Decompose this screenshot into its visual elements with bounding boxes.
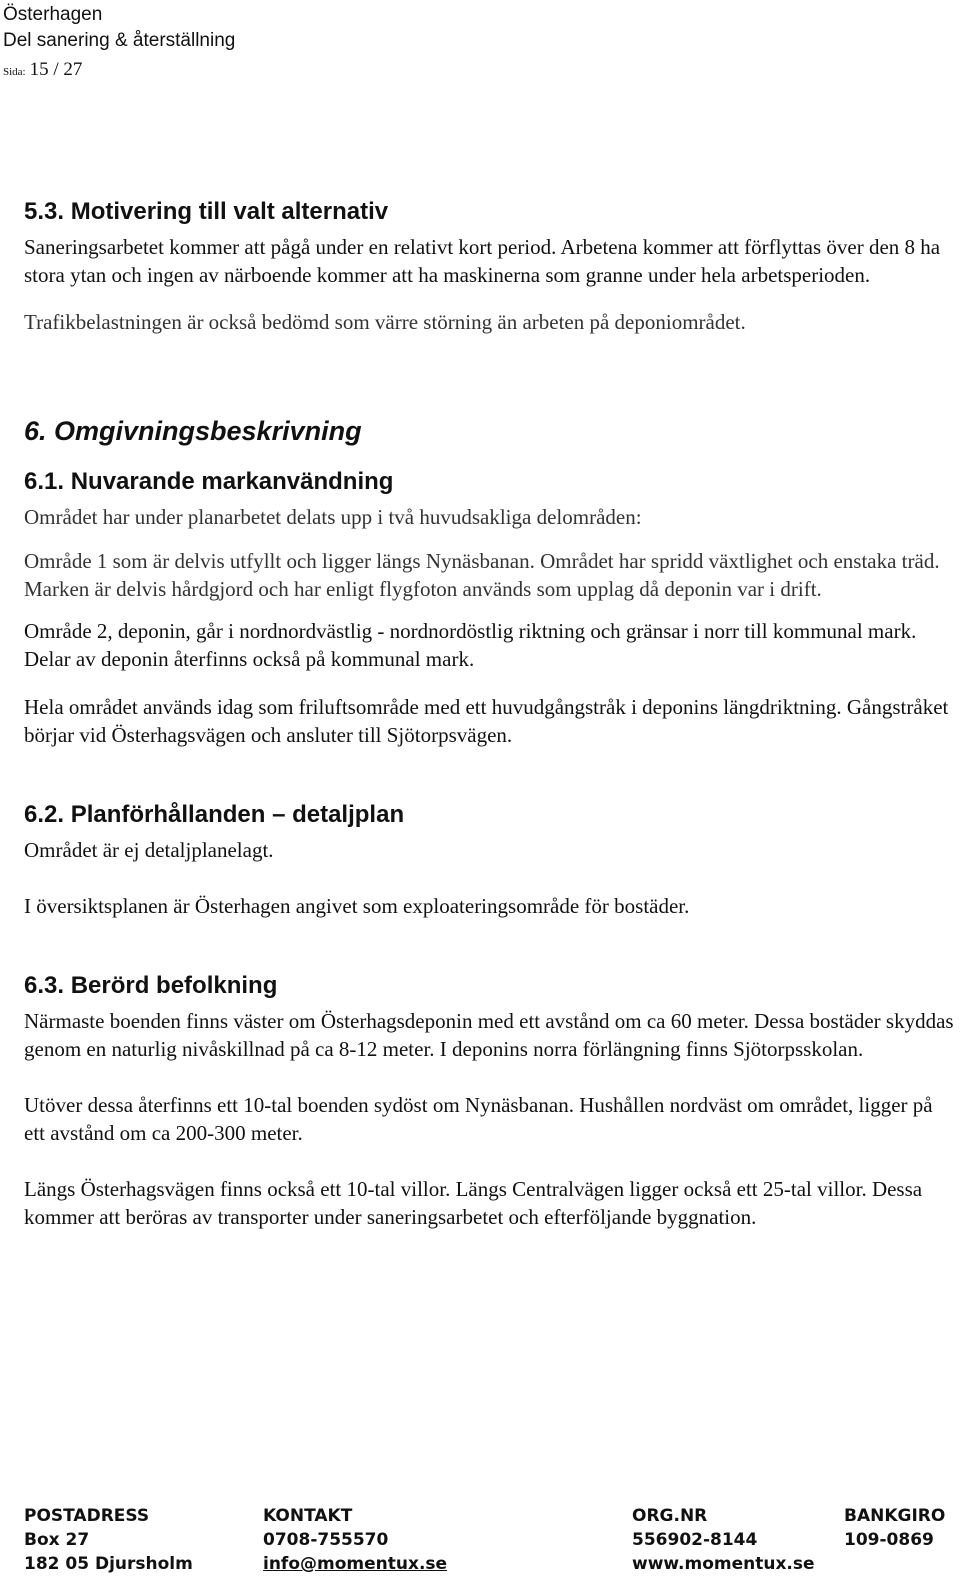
footer-email-link[interactable]: info@momentux.se xyxy=(263,1554,448,1574)
section-6-3-paragraph-1: Närmaste boenden finns väster om Österhagsdeponin med ett avstånd om ca 60 meter. Dessa bostäder skyddas genom en naturlig nivåskillnad på ca 8-12 meter. I deponins norra förlängning finns Sjötorpsskolan. xyxy=(24,1009,954,1061)
section-6-3-paragraph-3: Längs Österhagsvägen finns också ett 10-tal villor. Längs Centralvägen ligger också ett 25-tal villor. Dessa kommer att beröras av transporter under saneringsarbetet och efterföljande byggnation. xyxy=(24,1177,923,1229)
page-footer xyxy=(24,1504,954,1588)
footer-bankgiro-number: 109-0869 xyxy=(844,1530,934,1550)
footer-postadress-line2: 182 05 Djursholm xyxy=(24,1554,193,1574)
footer-kontakt-phone: 0708-755570 xyxy=(263,1530,389,1550)
footer-postadress xyxy=(24,1504,193,1576)
footer-bankgiro-label: BANKGIRO xyxy=(844,1506,946,1526)
section-6-2-paragraph-2: I översiktsplanen är Österhagen angivet som exploateringsområde för bostäder. xyxy=(24,894,690,918)
footer-postadress-line1: Box 27 xyxy=(24,1530,90,1550)
section-5-3-paragraph-1: Saneringsarbetet kommer att pågå under en relativt kort period. Arbetena kommer att förflyttas över den 8 ha stora ytan och ingen av närboende kommer att ha maskinerna som granne under hela arbetsperioden. xyxy=(24,235,941,287)
document-body xyxy=(24,196,954,1231)
section-6-3-paragraph-2: Utöver dessa återfinns ett 10-tal boenden sydöst om Nynäsbanan. Hushållen nordväst om området, ligger på ett avstånd om ca 200-300 meter. xyxy=(24,1093,933,1145)
section-6-2-paragraph-1: Området är ej detaljplanelagt. xyxy=(24,838,274,862)
footer-kontakt xyxy=(263,1504,447,1576)
section-6-heading: 6. Omgivningsbeskrivning xyxy=(24,416,362,446)
header-page-indicator xyxy=(3,57,235,85)
section-6-1-heading: 6.1. Nuvarande markanvändning xyxy=(24,468,394,495)
header-project-name: Österhagen xyxy=(3,4,103,25)
footer-orgnr-label: ORG.NR xyxy=(632,1506,708,1526)
section-6-1-paragraph-3: Område 2, deponin, går i nordnordvästlig - nordnordöstlig riktning och gränsar i norr till kommunal mark. Delar av deponin återfinns också på kommunal mark. xyxy=(24,619,917,671)
section-6-2-heading: 6.2. Planförhållanden – detaljplan xyxy=(24,801,405,828)
footer-postadress-label: POSTADRESS xyxy=(24,1506,150,1526)
section-5-3-heading: 5.3. Motivering till valt alternativ xyxy=(24,198,389,225)
footer-website: www.momentux.se xyxy=(632,1554,815,1574)
section-6-1-paragraph-2: Område 1 som är delvis utfyllt och ligger längs Nynäsbanan. Området har spridd växtlighet och enstaka träd. Marken är delvis hårdgjord och har enligt flygfoton används som upplag då deponin var i drift. xyxy=(24,549,940,601)
footer-orgnr xyxy=(632,1504,815,1576)
section-6-1-paragraph-1: Området har under planarbetet delats upp i två huvudsakliga delområden: xyxy=(24,505,642,529)
header-document-subtitle: Del sanering & återställning xyxy=(3,30,236,51)
section-5-3-paragraph-2: Trafikbelastningen är också bedömd som värre störning än arbeten på deponiområdet. xyxy=(24,310,746,334)
page-header xyxy=(3,2,235,85)
footer-kontakt-label: KONTAKT xyxy=(263,1506,353,1526)
footer-bankgiro xyxy=(844,1504,945,1552)
section-6-3-heading: 6.3. Berörd befolkning xyxy=(24,972,278,999)
section-6-1-paragraph-4: Hela området används idag som friluftsområde med ett huvudgångstråk i deponins längdriktning. Gångstråket börjar vid Österhagsvägen och ansluter till Sjötorpsvägen. xyxy=(24,695,949,747)
footer-orgnr-number: 556902-8144 xyxy=(632,1530,758,1550)
page-label: Sida: xyxy=(3,66,26,78)
page-number: 15 / 27 xyxy=(29,59,83,80)
